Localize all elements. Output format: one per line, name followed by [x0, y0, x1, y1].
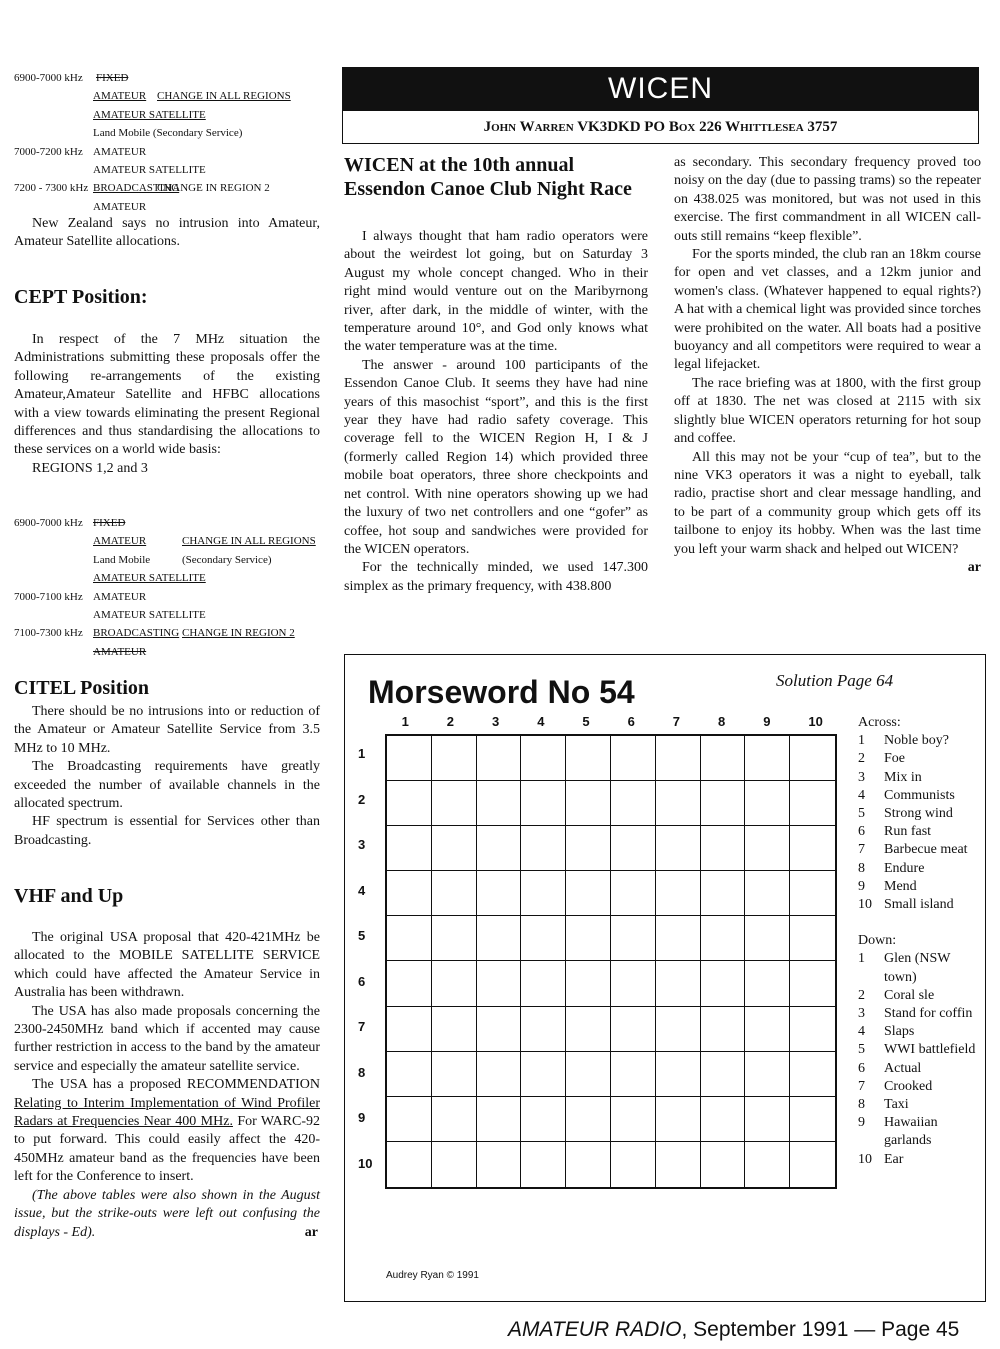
grid-cell[interactable] [790, 1097, 835, 1142]
service-cell: AMATEUR [93, 90, 147, 103]
service-cell: AMATEUR [93, 145, 147, 158]
grid-cell[interactable] [656, 916, 701, 961]
row-number: 3 [358, 837, 366, 852]
grid-cell[interactable] [566, 961, 611, 1006]
grid-cell[interactable] [387, 916, 432, 961]
allocation-table-1 [14, 69, 324, 216]
clue-text: Run fast [884, 824, 932, 840]
grid-cell[interactable] [566, 826, 611, 871]
wicen-paragraph-3: For the technically minded, we used 147.300 simplex as the primary frequency, with 438.800 [344, 560, 648, 594]
grid-cell[interactable] [477, 1097, 522, 1142]
grid-cell[interactable] [745, 736, 790, 781]
grid-cell[interactable] [745, 916, 790, 961]
grid-cell[interactable] [611, 736, 656, 781]
clue-number: 4 [858, 1024, 865, 1040]
grid-cell[interactable] [477, 1052, 522, 1097]
grid-cell[interactable] [387, 961, 432, 1006]
clue-text: Glen (NSW town) [884, 951, 951, 985]
table-row [14, 643, 324, 661]
grid-cell[interactable] [790, 826, 835, 871]
clue-item [858, 1078, 983, 1096]
table-row [14, 514, 324, 532]
clue-item [858, 769, 983, 787]
wicen-paragraph-7: All this may not be your “cup of tea”, but to the nine VK3 operators it was a night to eyeball, talk radio, practise short and clear message handling, and to be part of a community group which gets off its tailbone to enjoy its hobby. When was the last time you left your warm shack and helped out WICEN? [674, 449, 981, 557]
table-row [14, 588, 324, 606]
grid-cell[interactable] [745, 961, 790, 1006]
service-cell: AMATEUR SATELLITE [93, 572, 206, 585]
grid-cell[interactable] [701, 871, 746, 916]
service-cell: Land Mobile [93, 553, 151, 566]
clue-text: Barbecue meat [884, 842, 968, 858]
column-number: 9 [763, 714, 771, 729]
nz-text: New Zealand says no intrusion into Amateur, Amateur Satellite allocations. [14, 216, 320, 250]
frequency-cell: 7200 - 7300 kHz [14, 182, 89, 195]
grid-cell[interactable] [387, 1052, 432, 1097]
grid-cell[interactable] [521, 1142, 566, 1187]
grid-cell[interactable] [387, 1097, 432, 1142]
grid-cell[interactable] [477, 781, 522, 826]
clue-item [858, 1096, 983, 1114]
clue-text: Mix in [884, 769, 922, 785]
row-number: 4 [358, 882, 366, 898]
grid-cell[interactable] [566, 1142, 611, 1187]
morseword-title: Morseword No 54 [368, 674, 635, 710]
clue-number: 10 [858, 1151, 872, 1167]
wicen-contact: John Warren VK3DKD PO Box 226 Whittlesea 3757 [342, 111, 979, 144]
note-cell: (Secondary Service) [182, 553, 272, 566]
across-label: Across: [858, 715, 901, 730]
row-number: 2 [358, 791, 366, 807]
grid-cell[interactable] [432, 916, 477, 961]
clue-number: 9 [858, 1115, 865, 1131]
clue-item [858, 841, 983, 859]
clue-list [858, 714, 983, 1169]
clue-item [858, 787, 983, 805]
grid-cell[interactable] [387, 736, 432, 781]
grid-cell[interactable] [745, 1007, 790, 1052]
vhf-p3-end: For WARC-92 to put forward. This could easily affect the 420-450MHz amateur band as the frequencies have been left for the Conference to insert. [14, 1114, 320, 1185]
column-number: 5 [582, 714, 590, 729]
page-footer [508, 1318, 959, 1342]
vhf-section [14, 929, 320, 1242]
clue-number: 8 [858, 860, 865, 876]
frequency-cell: 6900-7000 kHz [14, 517, 83, 529]
service-cell: AMATEUR [93, 535, 147, 548]
table-row [14, 106, 324, 124]
vhf-paragraph-3 [14, 1076, 320, 1186]
grid-cell[interactable] [521, 871, 566, 916]
grid-cell[interactable] [477, 961, 522, 1006]
wicen-paragraph-5: For the sports minded, the club ran an 18km course for open and vet classes, and a 12km junior and women's class. (Whatever happened to equal rights?) A hat with a chemical light was provided since torches were prohibited on the water. All boats had a positive buoyancy and all competitors were required to wear a legal lifejacket. [674, 247, 981, 373]
clue-item [858, 732, 983, 750]
service-cell: AMATEUR [93, 590, 147, 603]
grid-cell[interactable] [611, 961, 656, 1006]
clue-text: Taxi [884, 1097, 909, 1113]
frequency-cell: 7000-7200 kHz [14, 145, 83, 158]
grid-cell[interactable] [790, 961, 835, 1006]
grid-cell[interactable] [701, 781, 746, 826]
table-row [14, 606, 324, 624]
table-row [14, 69, 324, 87]
frequency-cell: 6900-7000 kHz [14, 72, 83, 84]
grid-cell[interactable] [656, 1052, 701, 1097]
clue-item [858, 878, 983, 896]
grid-cell[interactable] [656, 1007, 701, 1052]
clue-text: Slaps [884, 1024, 915, 1040]
frequency-cell: 7000-7100 kHz [14, 590, 83, 603]
clue-number: 1 [858, 951, 865, 967]
clue-number: 5 [858, 806, 865, 822]
grid-cell[interactable] [566, 736, 611, 781]
grid-cell[interactable] [745, 1097, 790, 1142]
clue-item [858, 1060, 983, 1078]
across-clues [858, 732, 983, 914]
wicen-banner: WICEN [342, 67, 979, 111]
wicen-paragraph-2: The answer - around 100 participants of the Essendon Canoe Club. It seems they have had nine years of this masochist “sport”, and this is the first year they have had radio safety coverage. This coverage fell to the WICEN Region H, I & J (formerly called Region 14) which provided three mobile boat operators, three shore checkpoints and net control. With nine operators showing up we had the luxury of two net controllers and one “gofer” as coffee, hot soup and sandwiches were provided for the WICEN operators. [344, 357, 648, 557]
grid-cell[interactable] [566, 1007, 611, 1052]
grid-cell[interactable] [790, 781, 835, 826]
footer-issue: , September 1991 — Page 45 [681, 1318, 960, 1341]
column-number: 8 [718, 714, 726, 729]
editor-note [14, 1187, 320, 1242]
grid-cell[interactable] [432, 1097, 477, 1142]
clue-number: 1 [858, 733, 865, 749]
note-cell: CHANGE IN ALL REGIONS [182, 535, 316, 548]
grid-cell[interactable] [432, 871, 477, 916]
wicen-paragraph-1: I always thought that ham radio operators were about the weirdest lot going, but on Saturday 3 August my whole concept changed. Who in their right mind would venture out on the Maribyrnong river, after dark, in the middle of winter, with the temperature around 10°, and God only knows what the water temperature was at the time. [344, 229, 648, 355]
grid-cell[interactable] [656, 781, 701, 826]
citel-paragraph-3: HF spectrum is essential for Services other than Broadcasting. [14, 814, 320, 848]
grid-cell[interactable] [566, 916, 611, 961]
end-mark: ar [304, 1224, 318, 1240]
vhf-p3-underlined: Relating to Interim Implementation of Wind Profiler Radars at Frequencies Near 400 MHz. [14, 1095, 320, 1130]
grid-cell[interactable] [790, 1052, 835, 1097]
table-row [14, 551, 324, 569]
service-cell: AMATEUR SATELLITE [93, 108, 206, 121]
grid-cell[interactable] [790, 916, 835, 961]
clue-item [858, 896, 983, 914]
grid-cell[interactable] [477, 871, 522, 916]
table-row [14, 198, 324, 216]
grid-cell[interactable] [656, 826, 701, 871]
clue-text: Noble boy? [884, 733, 949, 749]
column-number: 7 [672, 714, 681, 729]
clue-number: 9 [858, 878, 865, 894]
service-cell: FIXED [93, 517, 126, 529]
column-number: 6 [627, 714, 635, 729]
grid-cell[interactable] [745, 1142, 790, 1187]
row-number: 1 [358, 746, 366, 761]
grid-cell[interactable] [656, 736, 701, 781]
service-cell: BROADCASTING [93, 627, 180, 640]
clue-text: Small island [884, 897, 954, 913]
clue-number: 3 [858, 769, 865, 785]
clue-number: 7 [858, 1078, 865, 1094]
table-row [14, 532, 324, 550]
grid-cell[interactable] [790, 1142, 835, 1187]
table-row [14, 624, 324, 642]
grid-cell[interactable] [701, 826, 746, 871]
clue-text: Strong wind [884, 806, 953, 822]
table-row [14, 143, 324, 161]
grid-cell[interactable] [790, 871, 835, 916]
grid-cell[interactable] [387, 871, 432, 916]
grid-cell[interactable] [745, 1052, 790, 1097]
grid-cell[interactable] [656, 961, 701, 1006]
clue-text: Mend [884, 878, 917, 894]
vhf-p3-start: The USA has a proposed RECOMMENDATION [32, 1077, 320, 1093]
clue-text: Actual [884, 1060, 922, 1076]
column-number: 3 [492, 714, 500, 729]
grid-cell[interactable] [477, 1007, 522, 1052]
grid-cell[interactable] [521, 736, 566, 781]
clue-item [858, 1041, 983, 1059]
down-label: Down: [858, 933, 897, 949]
clue-text: Coral sle [884, 987, 935, 1003]
grid-cell[interactable] [611, 871, 656, 916]
vhf-paragraph-1: The original USA proposal that 420-421MHz be allocated to the MOBILE SATELLITE SERVICE which could have affected the Amateur Service in Australia has been withdrawn. [14, 930, 320, 1001]
wicen-paragraph-4: as secondary. This secondary frequency proved too noisy on the day (due to passing trams) so the repeater on 438.025 was monitored, but was not used in this exercise. The first commandment in all WICEN call-outs still remains “keep flexible”. [674, 155, 981, 244]
clue-number: 7 [858, 842, 865, 858]
solution-page: Solution Page 64 [776, 671, 894, 690]
down-clues [858, 950, 983, 1168]
grid-cell[interactable] [566, 871, 611, 916]
grid-cell[interactable] [611, 1097, 656, 1142]
grid-cell[interactable] [432, 826, 477, 871]
grid-cell[interactable] [611, 1052, 656, 1097]
service-cell: FIXED [96, 72, 129, 84]
grid-cell[interactable] [566, 1097, 611, 1142]
clue-text: Communists [884, 787, 955, 803]
table-row [14, 161, 324, 179]
service-cell: BROADCASTING [93, 182, 180, 195]
grid-cell[interactable] [656, 871, 701, 916]
clue-number: 2 [858, 987, 865, 1003]
grid-cell[interactable] [521, 1097, 566, 1142]
allocation-table-2 [14, 514, 324, 661]
grid-cell[interactable] [701, 1052, 746, 1097]
grid-cell[interactable] [701, 916, 746, 961]
clue-item [858, 805, 983, 823]
clue-item [858, 823, 983, 841]
grid-cell[interactable] [387, 826, 432, 871]
grid-cell[interactable] [521, 781, 566, 826]
grid-cell[interactable] [745, 826, 790, 871]
cept-text: In respect of the 7 MHz situation the Administrations submitting these proposals offer the following re-arrangements of the existing Amateur,Amateur Satellite and HFBC allocations with a view towards eliminating the present Regional differences and thus standardising the allocations to these services on a world wide basis: [14, 332, 320, 458]
wicen-column-2 [674, 154, 981, 577]
column-number: 1 [401, 714, 409, 729]
grid-cell[interactable] [521, 826, 566, 871]
clue-text: Crooked [884, 1078, 933, 1094]
grid-cell[interactable] [432, 1142, 477, 1187]
grid-cell[interactable] [790, 1007, 835, 1052]
clue-number: 8 [858, 1097, 865, 1113]
grid-cell[interactable] [432, 781, 477, 826]
nz-paragraph [14, 215, 320, 252]
grid-cell[interactable] [432, 736, 477, 781]
grid-cell[interactable] [611, 916, 656, 961]
grid-cell[interactable] [432, 1052, 477, 1097]
grid-cell[interactable] [611, 1142, 656, 1187]
grid-cell[interactable] [656, 1097, 701, 1142]
grid-cell[interactable] [611, 781, 656, 826]
table-row [14, 569, 324, 587]
grid-cell[interactable] [566, 1052, 611, 1097]
grid-cell[interactable] [521, 916, 566, 961]
clue-number: 6 [858, 824, 865, 840]
grid-cell[interactable] [387, 1007, 432, 1052]
service-cell: AMATEUR SATELLITE [93, 163, 206, 176]
citel-heading: CITEL Position [14, 677, 150, 699]
clue-number: 3 [858, 1006, 865, 1022]
clue-item [858, 1151, 983, 1169]
grid-cell[interactable] [387, 1142, 432, 1187]
row-number: 10 [358, 1155, 373, 1171]
grid-cell[interactable] [701, 1142, 746, 1187]
grid-cell[interactable] [387, 781, 432, 826]
grid-cell[interactable] [521, 1007, 566, 1052]
grid-cell[interactable] [477, 1142, 522, 1187]
cept-paragraph [14, 331, 320, 478]
row-number: 8 [358, 1064, 366, 1080]
clue-item [858, 950, 983, 986]
clue-number: 4 [858, 787, 865, 803]
grid-cell[interactable] [790, 736, 835, 781]
service-cell: AMATEUR SATELLITE [93, 608, 206, 621]
note-cell: CHANGE IN ALL REGIONS [157, 90, 291, 103]
clue-text: WWI battlefield [884, 1042, 976, 1058]
table-row [14, 87, 324, 105]
wicen-paragraph-6: The race briefing was at 1800, with the first group off at 1830. The net was closed at 2115 with six slightly blue WICEN operators returning for hot soup and coffee. [674, 375, 981, 447]
grid-cell[interactable] [477, 736, 522, 781]
row-number: 9 [358, 1110, 366, 1125]
clue-text: Ear [884, 1151, 904, 1167]
citel-paragraph-2: The Broadcasting requirements have greatly exceeded the number of available channels in the allocated spectrum. [14, 759, 320, 812]
editor-note-text: (The above tables were also shown in the August issue, but the strike-outs were left out confusing the displays - Ed). [14, 1187, 320, 1240]
wicen-end-mark: ar [967, 559, 981, 575]
grid-cell[interactable] [477, 826, 522, 871]
grid-cell[interactable] [521, 961, 566, 1006]
grid-cell[interactable] [656, 1142, 701, 1187]
clue-item [858, 1005, 983, 1023]
vhf-paragraph-2: The USA has also made proposals concerning the 2300-2450MHz band which if accented may cause further restriction in access to the band by the amateur service and especially the amateur satellite service. [14, 1003, 320, 1074]
clue-number: 10 [858, 897, 872, 913]
grid-cell[interactable] [701, 1097, 746, 1142]
clue-item [858, 1114, 983, 1150]
clue-number: 6 [858, 1060, 865, 1076]
service-cell: AMATEUR [93, 645, 147, 658]
wicen-end-line [674, 559, 981, 577]
wicen-headline: WICEN at the 10th annual Essendon Canoe Club Night Race [344, 154, 632, 200]
clue-text: Hawaiian garlands [884, 1115, 938, 1149]
clue-text: Stand for coffin [884, 1006, 973, 1022]
note-cell: CHANGE IN REGION 2 [157, 182, 270, 195]
clue-item [858, 987, 983, 1005]
wicen-column-1 [344, 228, 648, 596]
grid-cell[interactable] [745, 871, 790, 916]
table-row [14, 179, 324, 197]
clue-number: 2 [858, 751, 865, 767]
grid-cell[interactable] [477, 916, 522, 961]
row-number: 6 [358, 973, 366, 989]
grid-cell[interactable] [432, 961, 477, 1006]
magazine-name: AMATEUR RADIO [508, 1318, 682, 1341]
grid-cell[interactable] [432, 1007, 477, 1052]
service-cell: Land Mobile (Secondary Service) [93, 127, 243, 140]
grid-cell[interactable] [521, 1052, 566, 1097]
column-number: 2 [446, 714, 455, 729]
clue-item [858, 1023, 983, 1041]
citel-paragraph-1: There should be no intrusions into or reduction of the Amateur or Amateur Satellite Service from 3.5 MHz to 10 MHz. [14, 704, 320, 756]
cept-heading: CEPT Position: [14, 286, 148, 308]
clue-text: Endure [884, 860, 925, 876]
clue-number: 5 [858, 1042, 865, 1058]
vhf-heading: VHF and Up [14, 885, 124, 907]
row-number: 5 [358, 928, 366, 943]
grid-cell[interactable] [566, 781, 611, 826]
crossword-grid[interactable] [385, 734, 837, 1189]
service-cell: AMATEUR [93, 200, 147, 213]
table-row [14, 124, 324, 142]
clue-item [858, 860, 983, 878]
grid-cell[interactable] [701, 736, 746, 781]
grid-cell[interactable] [701, 1007, 746, 1052]
column-number: 10 [808, 714, 823, 729]
column-number: 4 [537, 714, 545, 729]
grid-cell[interactable] [701, 961, 746, 1006]
frequency-cell: 7100-7300 kHz [14, 627, 83, 640]
citel-section [14, 703, 320, 850]
grid-cell[interactable] [745, 781, 790, 826]
credit: Audrey Ryan © 1991 [386, 1270, 479, 1281]
grid-cell[interactable] [611, 1007, 656, 1052]
regions-text: REGIONS 1,2 and 3 [32, 460, 148, 476]
clue-item [858, 750, 983, 768]
row-number: 7 [358, 1019, 366, 1034]
note-cell: CHANGE IN REGION 2 [182, 627, 295, 640]
grid-cell[interactable] [611, 826, 656, 871]
clue-text: Foe [884, 751, 905, 767]
